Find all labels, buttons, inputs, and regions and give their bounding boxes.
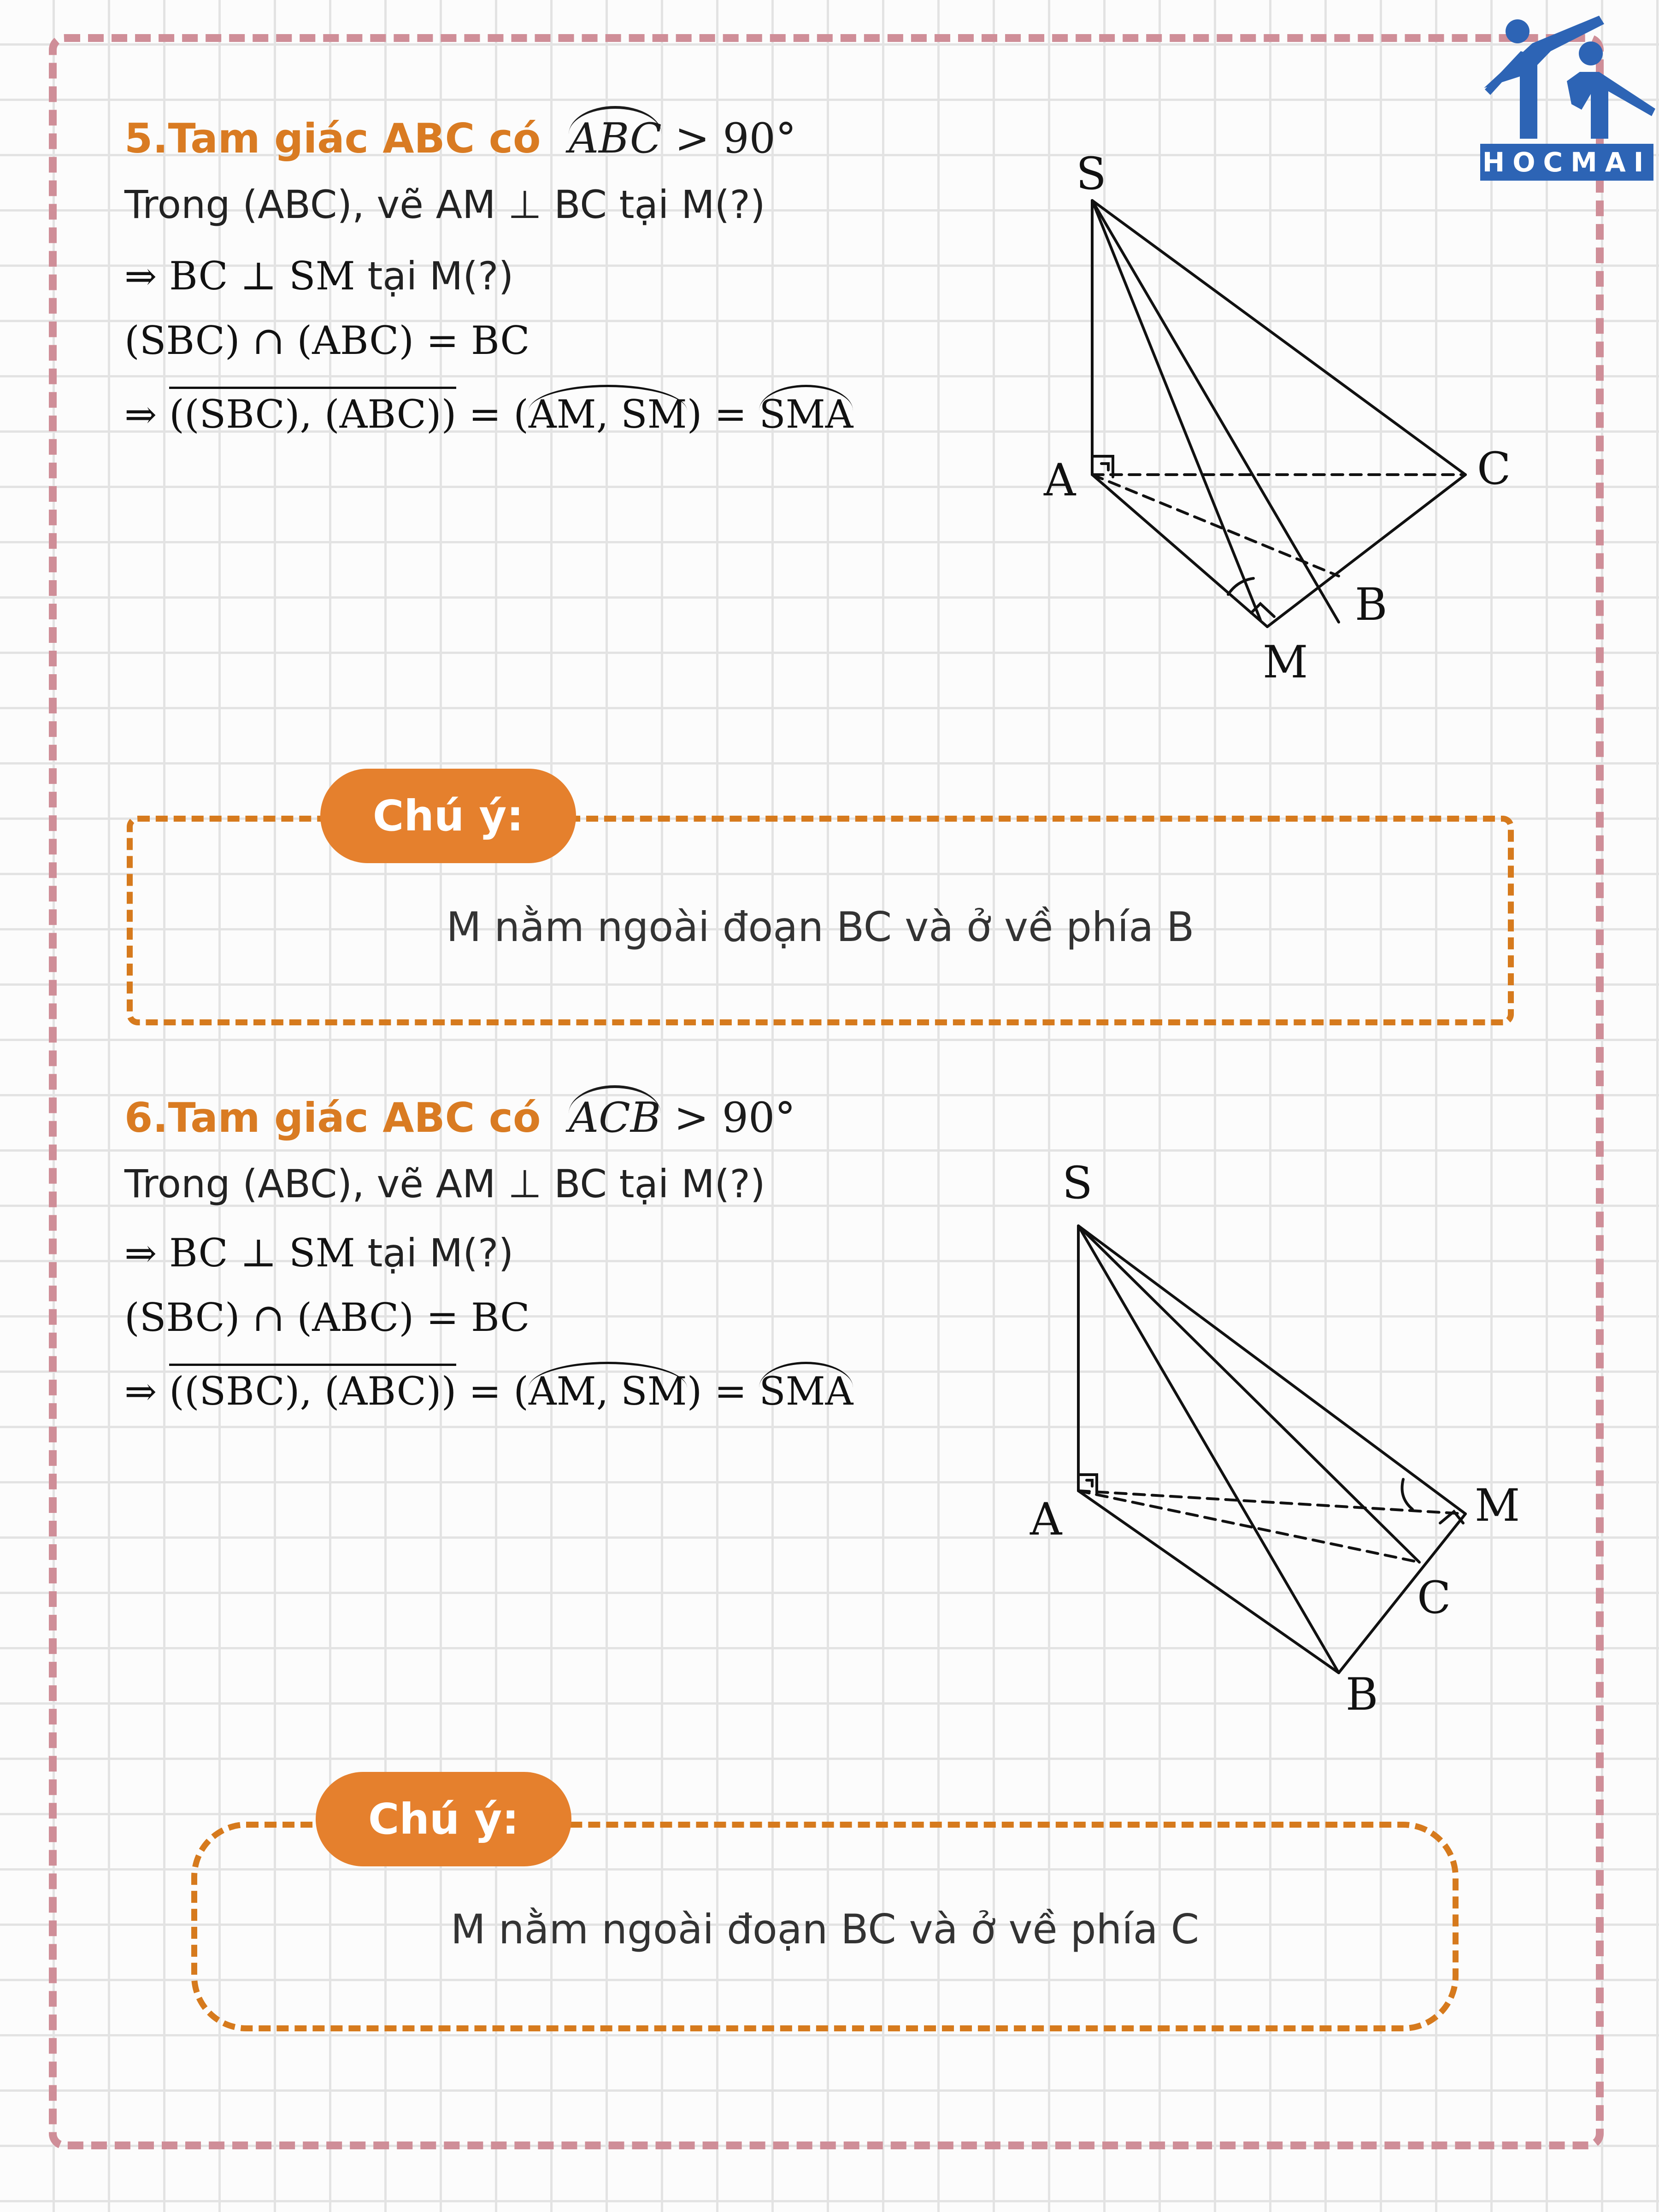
section-6-note-label: Chú ý:: [316, 1772, 571, 1866]
section-6-line-angle: AM, SM: [529, 1362, 687, 1414]
fig6-label-S: S: [1062, 1157, 1093, 1209]
fig6-label-A: A: [1030, 1494, 1062, 1545]
section-6-plane-angle: ((SBC), (ABC)): [169, 1364, 456, 1414]
section-5-figure: [1028, 138, 1535, 688]
section-6-title: [124, 1085, 795, 1142]
section-5-step-2: [124, 253, 513, 299]
section-5-plane-angle: ((SBC), (ABC)): [169, 387, 456, 437]
fig5-right-angle-A-inner: [1101, 464, 1108, 470]
section-5-angle: ABC: [569, 106, 662, 163]
section-5-line-angle: AM, SM: [529, 385, 687, 437]
fig6-right-angle-A-inner: [1087, 1480, 1092, 1486]
fig5-label-M: M: [1263, 636, 1308, 688]
section-6-step-3: (SBC) ∩ (ABC) = BC: [124, 1295, 530, 1340]
section-6-relation: > 90°: [674, 1094, 796, 1142]
fig6-label-B: B: [1346, 1669, 1378, 1720]
section-6-eq-1: = (: [456, 1369, 529, 1414]
logo-figures-icon: [1475, 7, 1659, 146]
section-5-title-text: 5.Tam giác ABC có: [124, 115, 541, 162]
section-5-step-4: [124, 385, 853, 437]
fig6-angle-arc-M: [1402, 1479, 1413, 1509]
section-6-angle: ACB: [569, 1085, 661, 1142]
section-5-step-1: Trong (ABC), vẽ AM ⊥ BC tại M(?): [124, 182, 765, 227]
section-6-implies: ⇒: [124, 1369, 157, 1414]
section-6-title-condition: [569, 1094, 795, 1142]
fig5-edge-AM: [1092, 475, 1267, 627]
fig5-edge-SB: [1092, 200, 1339, 622]
section-5-sma-angle: SMA: [759, 385, 853, 437]
section-6-step-4: [124, 1362, 853, 1414]
fig5-label-S: S: [1076, 148, 1106, 200]
section-6-figure: [1014, 1152, 1544, 1728]
section-6-title-text: 6.Tam giác ABC có: [124, 1094, 541, 1141]
section-5-title-condition: [569, 114, 796, 163]
logo-wordmark: HOCMAI: [1480, 144, 1653, 181]
fig5-label-A: A: [1044, 454, 1076, 506]
section-6-note-text: M nằm ngoài đoạn BC và ở về phía C: [450, 1906, 1200, 1953]
section-5-eq-1: = (: [456, 392, 529, 437]
section-5-relation: > 90°: [675, 114, 796, 163]
section-5-step-2-math: ⇒ BC ⊥ SM: [124, 253, 355, 299]
section-6-eq-2: ) =: [687, 1369, 759, 1414]
fig6-edge-SC: [1078, 1226, 1419, 1562]
fig6-label-M: M: [1475, 1480, 1520, 1531]
section-5-step-3: (SBC) ∩ (ABC) = BC: [124, 318, 530, 363]
fig6-edge-SB: [1078, 1226, 1339, 1673]
section-6-step-2-text: tại M(?): [367, 1230, 514, 1276]
section-5-implies: ⇒: [124, 392, 157, 437]
section-5-note-label: Chú ý:: [320, 769, 576, 863]
section-5-eq-2: ) =: [687, 392, 759, 437]
section-5-title: [124, 106, 796, 163]
section-5-note-text: M nằm ngoài đoạn BC và ở về phía B: [446, 903, 1194, 951]
fig5-label-C: C: [1477, 443, 1511, 494]
fig6-edge-SM: [1078, 1226, 1465, 1514]
fig6-label-C: C: [1417, 1572, 1451, 1624]
section-6-step-1: Trong (ABC), vẽ AM ⊥ BC tại M(?): [124, 1161, 765, 1206]
section-6-sma-angle: SMA: [759, 1362, 853, 1414]
section-5-step-2-text: tại M(?): [367, 253, 514, 299]
fig5-edge-AB: [1092, 475, 1339, 576]
section-6-step-2-math: ⇒ BC ⊥ SM: [124, 1230, 355, 1276]
section-6-step-2: [124, 1230, 513, 1276]
fig5-label-B: B: [1355, 579, 1388, 630]
